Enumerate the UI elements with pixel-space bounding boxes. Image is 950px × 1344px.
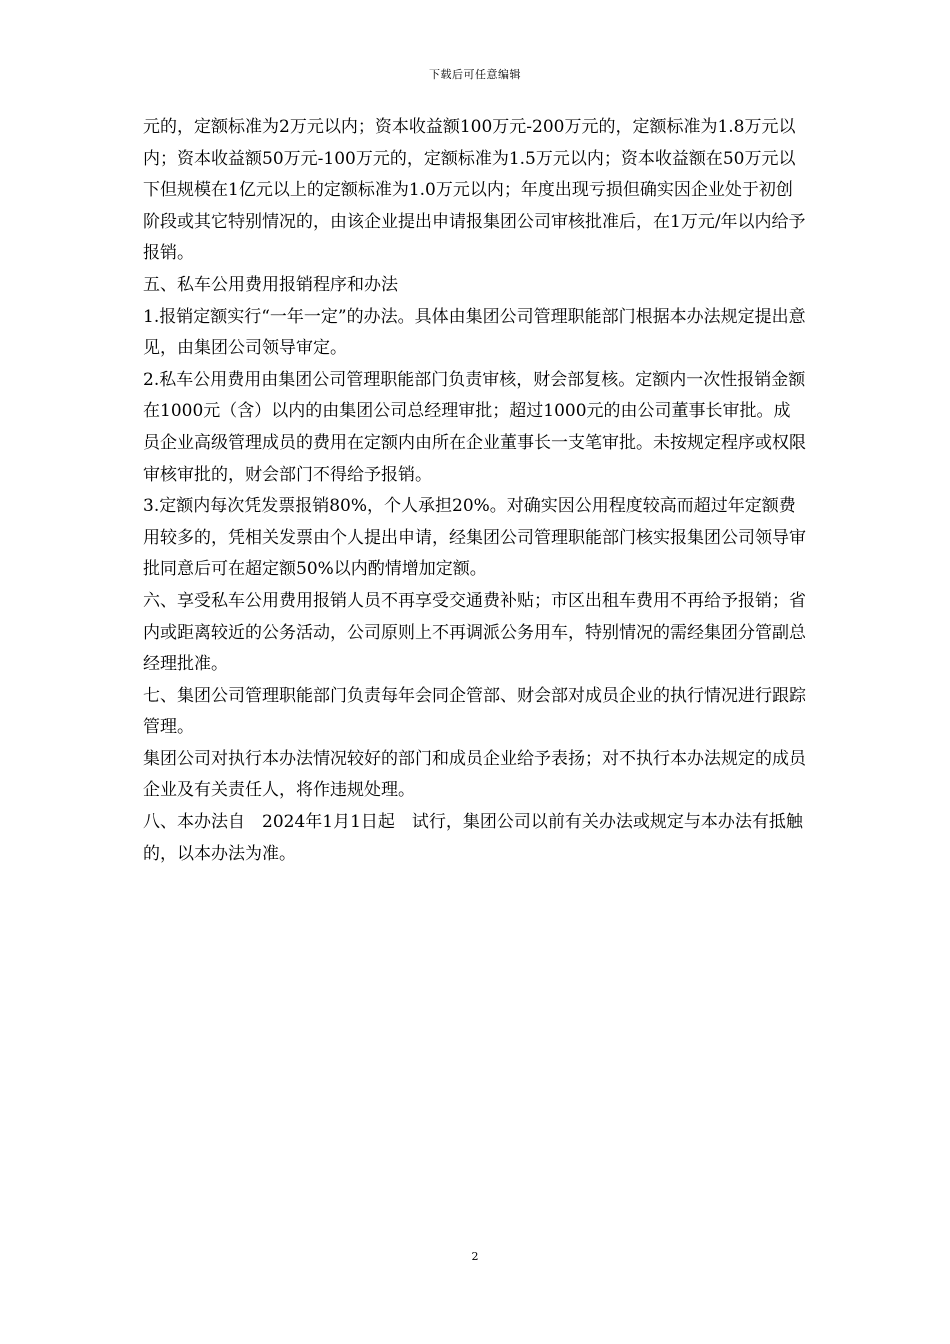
paragraph-commendation: 集团公司对执行本办法情况较好的部门和成员企业给予表扬；对不执行本办法规定的成员企业及有关责任人，将作违规处理。 [143,748,806,801]
section-heading-5: 五、私车公用费用报销程序和办法 [143,274,398,295]
section-6: 六、享受私车公用费用报销人员不再享受交通费补贴；市区出租车费用不再给予报销；省内或距离较近的公务活动，公司原则上不再调派公务用车，特别情况的需经集团分管副总经理批准。 [143,590,806,675]
paragraph-item-2: 2.私车公用费用由集团公司管理职能部门负责审核，财会部复核。定额内一次性报销金额在1000元（含）以内的由集团公司总经理审批；超过1000元的由公司董事长审批。成员企业高级管理成员的费用在定额内由所在企业董事长一支笔审批。未按规定程序或权限审核审批的，财会部门不得给予报销。 [143,369,806,485]
page-header: 下载后可任意编辑 [429,68,521,81]
paragraph-quota-standards: 元的，定额标准为2万元以内；资本收益额100万元-200万元的，定额标准为1.8万元以内；资本收益额50万元-100万元的，定额标准为1.5万元以内；资本收益额在50万元以下但规模在1亿元以上的定额标准为1.0万元以内；年度出现亏损但确实因企业处于初创阶段或其它特别情况的，由该企业提出申请报集团公司审核批准后，在1万元/年以内给予报销。 [143,117,806,264]
page-number: 2 [471,1250,479,1263]
paragraph-item-3: 3.定额内每次凭发票报销80%，个人承担20%。对确实因公用程度较高而超过年定额费用较多的，凭相关发票由个人提出申请，经集团公司管理职能部门核实报集团公司领导审批同意后可在超定额50%以内酌情增加定额。 [143,496,806,580]
section-8: 八、本办法自 2024年1月1日起 试行，集团公司以前有关办法或规定与本办法有抵触的，以本办法为准。 [143,812,803,864]
section-7: 七、集团公司管理职能部门负责每年会同企管部、财会部对成员企业的执行情况进行跟踪管理。 [143,685,806,738]
document-body [143,112,807,870]
paragraph-item-1: 1.报销定额实行“一年一定”的办法。具体由集团公司管理职能部门根据本办法规定提出意见，由集团公司领导审定。 [143,306,806,359]
